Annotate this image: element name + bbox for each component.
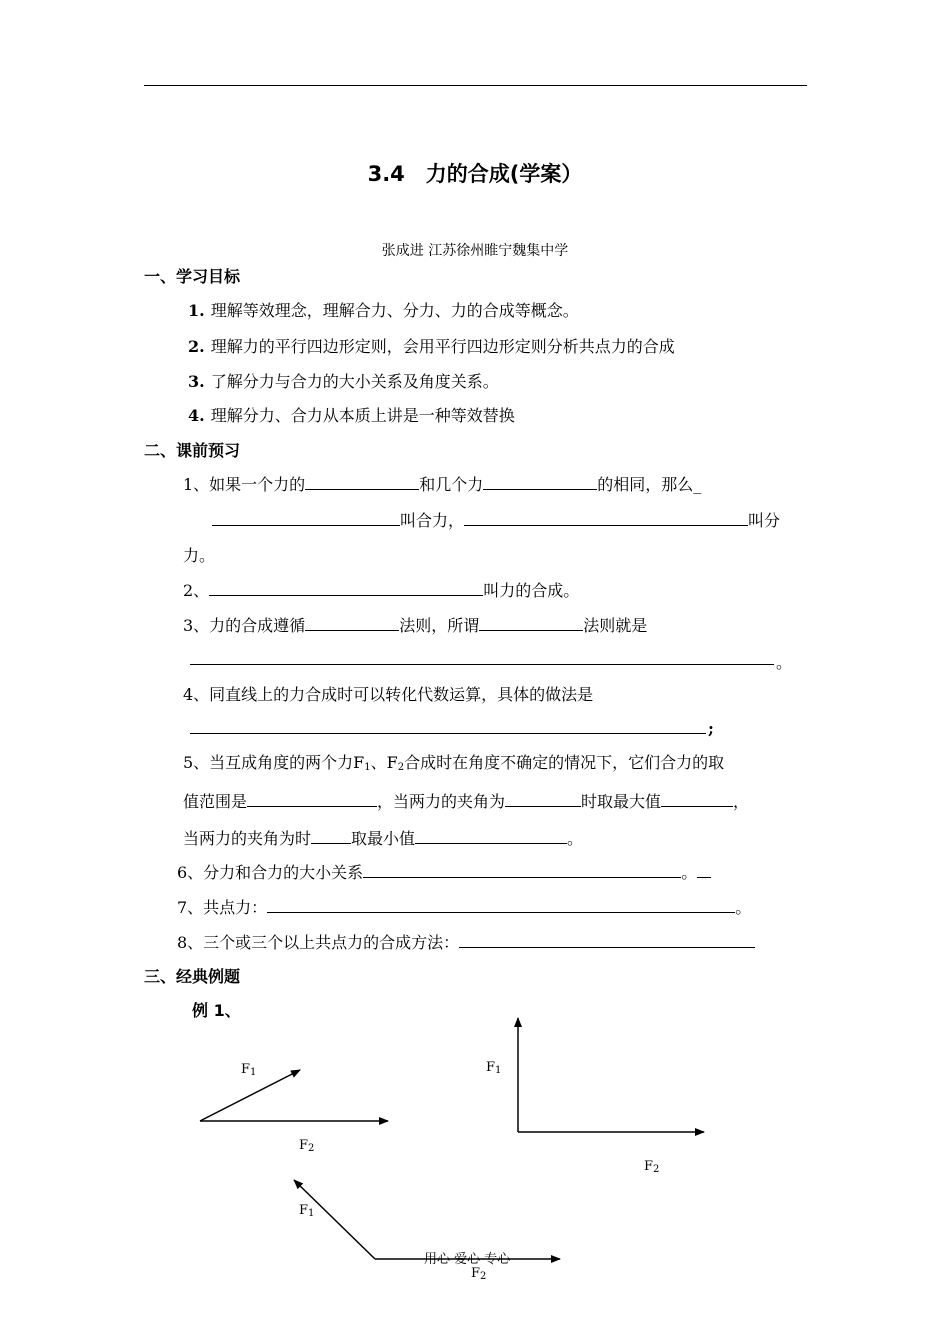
section-examples-heading: 三、经典例题 xyxy=(144,967,241,986)
diagram2-f1-label: $F_1$ xyxy=(486,1060,502,1076)
question-2: 2、 叫力的合成。 xyxy=(183,581,580,600)
section-goals-heading: 一、学习目标 xyxy=(144,267,241,286)
diagram2-f2-label: $F_2$ xyxy=(644,1159,660,1175)
question-6: 6、分力和合力的大小关系 。 xyxy=(177,860,711,883)
example-1-label: 例 1、 xyxy=(192,1001,241,1020)
page-title: 3.4 力的合成(学案） xyxy=(367,162,583,186)
diagram3-f2-label: $F_2$ xyxy=(471,1266,487,1282)
question-5-cont: 值范围是 ，当两力的夹角为 时取最大值 ， xyxy=(183,792,750,811)
author-line: 张成进 江苏徐州睢宁魏集中学 xyxy=(381,243,569,259)
goal-item: 3. 了解分力与合力的大小关系及角度关系。 xyxy=(188,372,499,391)
question-8: 8、三个或三个以上共点力的合成方法： xyxy=(177,930,755,953)
section-preview-heading: 二、课前预习 xyxy=(144,441,241,460)
question-4: 4、同直线上的力合成时可以转化代数运算，具体的做法是 xyxy=(183,685,594,704)
question-4-end: ; xyxy=(708,719,714,738)
goal-item: 1. 理解等效理念，理解合力、分力、力的合成等概念。 xyxy=(188,301,579,320)
goal-item: 2. 理解力的平行四边形定则，会用平行四边形定则分析共点力的合成 xyxy=(188,337,675,356)
question-3: 3、力的合成遵循 法则，所谓 法则就是 xyxy=(183,616,648,635)
goal-item: 4. 理解分力、合力从本质上讲是一种等效替换 xyxy=(188,406,515,425)
question-7: 7、共点力： 。 xyxy=(177,898,752,917)
diagram3-f1-label: $F_1$ xyxy=(299,1203,315,1219)
question-1-cont: 叫合力， 叫分 xyxy=(212,508,780,531)
diagram1-f2-label: $F_2$ xyxy=(299,1138,315,1154)
question-5-end: 当两力的夹角为时 取最小值 。 xyxy=(183,829,584,848)
question-3-end: 。 xyxy=(776,653,793,672)
question-1: 1、如果一个力的 和几个力 的相同，那么_ xyxy=(183,475,702,494)
page-footer: 用心 爱心 专心 xyxy=(424,1252,511,1267)
diagram3-f1-arrow xyxy=(294,1180,375,1259)
question-1-end: 力。 xyxy=(183,546,216,565)
diagram1-f1-label: $F_1$ xyxy=(241,1062,257,1078)
question-5: 5、当互成角度的两个力$F_1$、$F_2$合成时在角度不确定的情况下，它们合力的取 xyxy=(183,753,725,773)
